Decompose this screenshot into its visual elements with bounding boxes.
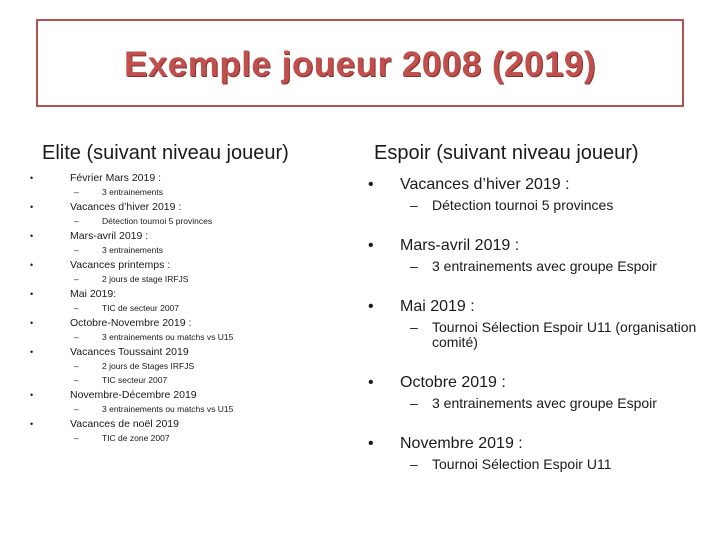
list-item-label: Vacances d’hiver 2019 : [400,176,570,193]
dash-icon: – [74,303,79,313]
list-item-label: Mai 2019: [70,288,117,300]
list-item-label: Octobre-Novembre 2019 : [70,317,192,329]
bullet-icon: • [368,237,374,254]
sub-item [30,274,350,285]
list-item-label: Vacances de noël 2019 [70,418,179,430]
sub-item-label: 2 jours de Stages IRFJS [102,361,195,371]
dash-icon: – [74,245,79,255]
dash-icon: – [74,187,79,197]
dash-icon: – [74,361,79,371]
dash-icon: – [410,197,418,213]
dash-icon: – [74,332,79,342]
sub-item [30,404,350,415]
list-item-label: Novembre-Décembre 2019 [70,389,197,401]
sub-item-label: TIC de secteur 2007 [102,303,180,313]
list-item [30,317,350,329]
dash-icon: – [410,456,418,472]
dash-icon: – [410,395,418,411]
list-item [368,374,698,392]
dash-icon: – [74,404,79,414]
slide-title: Exemple joueur 2008 (2019) [123,45,597,84]
list-item-label: Mars-avril 2019 : [400,237,520,254]
sub-item [368,259,698,274]
sub-item [368,198,698,213]
list-item [368,176,698,194]
dash-icon: – [74,216,79,226]
sub-item-label: 3 entrainements ou matchs vs U15 [102,404,234,414]
bullet-icon: • [30,289,34,299]
dash-icon: – [74,375,79,385]
sub-item-label: 3 entrainements avec groupe Espoir [432,258,657,274]
right-column-heading: Espoir (suivant niveau joueur) [374,142,639,164]
sub-item-label: TIC de zone 2007 [102,433,170,443]
bullet-icon: • [30,419,34,429]
sub-item-label: Détection tournoi 5 provinces [102,216,213,226]
sub-item-label: TIC secteur 2007 [102,375,168,385]
bullet-icon: • [368,374,374,391]
sub-item-label: Détection tournoi 5 provinces [432,197,614,213]
sub-item-label: 2 jours de stage IRFJS [102,274,189,284]
sub-item-label: Tournoi Sélection Espoir U11 (organisation comité) [432,319,697,350]
sub-item [30,375,350,386]
list-item [30,259,350,271]
list-item [30,346,350,358]
bullet-icon: • [30,173,34,183]
bullet-icon: • [30,260,34,270]
list-item-label: Vacances d’hiver 2019 : [70,201,182,213]
list-item-label: Octobre 2019 : [400,374,506,391]
sub-item-label: Tournoi Sélection Espoir U11 [432,456,612,472]
elite-list [30,172,350,444]
sub-item [30,187,350,198]
list-item [30,389,350,401]
list-item [30,172,350,184]
list-item-label: Mars-avril 2019 : [70,230,149,242]
sub-item [30,433,350,444]
sub-item [368,396,698,411]
dash-icon: – [410,319,418,335]
list-item [368,435,698,453]
list-item-label: Vacances printemps : [70,259,171,271]
list-item [30,230,350,242]
list-item-label: Vacances Toussaint 2019 [70,346,189,358]
list-item [30,201,350,213]
bullet-icon: • [30,318,34,328]
sub-item [368,457,698,472]
espoir-list [368,176,698,472]
sub-item [30,245,350,256]
dash-icon: – [74,274,79,284]
list-item [368,298,698,316]
sub-item-label: 3 entrainements [102,245,163,255]
sub-item-label: 3 entrainements [102,187,163,197]
dash-icon: – [74,433,79,443]
bullet-icon: • [368,176,374,193]
bullet-icon: • [368,298,374,315]
sub-item [30,332,350,343]
bullet-icon: • [30,390,34,400]
list-item [30,288,350,300]
sub-item [30,361,350,372]
sub-item [30,216,350,227]
left-column-heading: Elite (suivant niveau joueur) [42,142,289,164]
list-item [368,237,698,255]
sub-item [368,320,698,350]
sub-item [30,303,350,314]
bullet-icon: • [30,231,34,241]
bullet-icon: • [368,435,374,452]
list-item [30,418,350,430]
dash-icon: – [410,258,418,274]
list-item-label: Novembre 2019 : [400,435,523,452]
bullet-icon: • [30,347,34,357]
bullet-icon: • [30,202,34,212]
list-item-label: Mai 2019 : [400,298,475,315]
list-item-label: Février Mars 2019 : [70,172,162,184]
sub-item-label: 3 entrainements avec groupe Espoir [432,395,657,411]
sub-item-label: 3 entrainements ou matchs vs U15 [102,332,234,342]
